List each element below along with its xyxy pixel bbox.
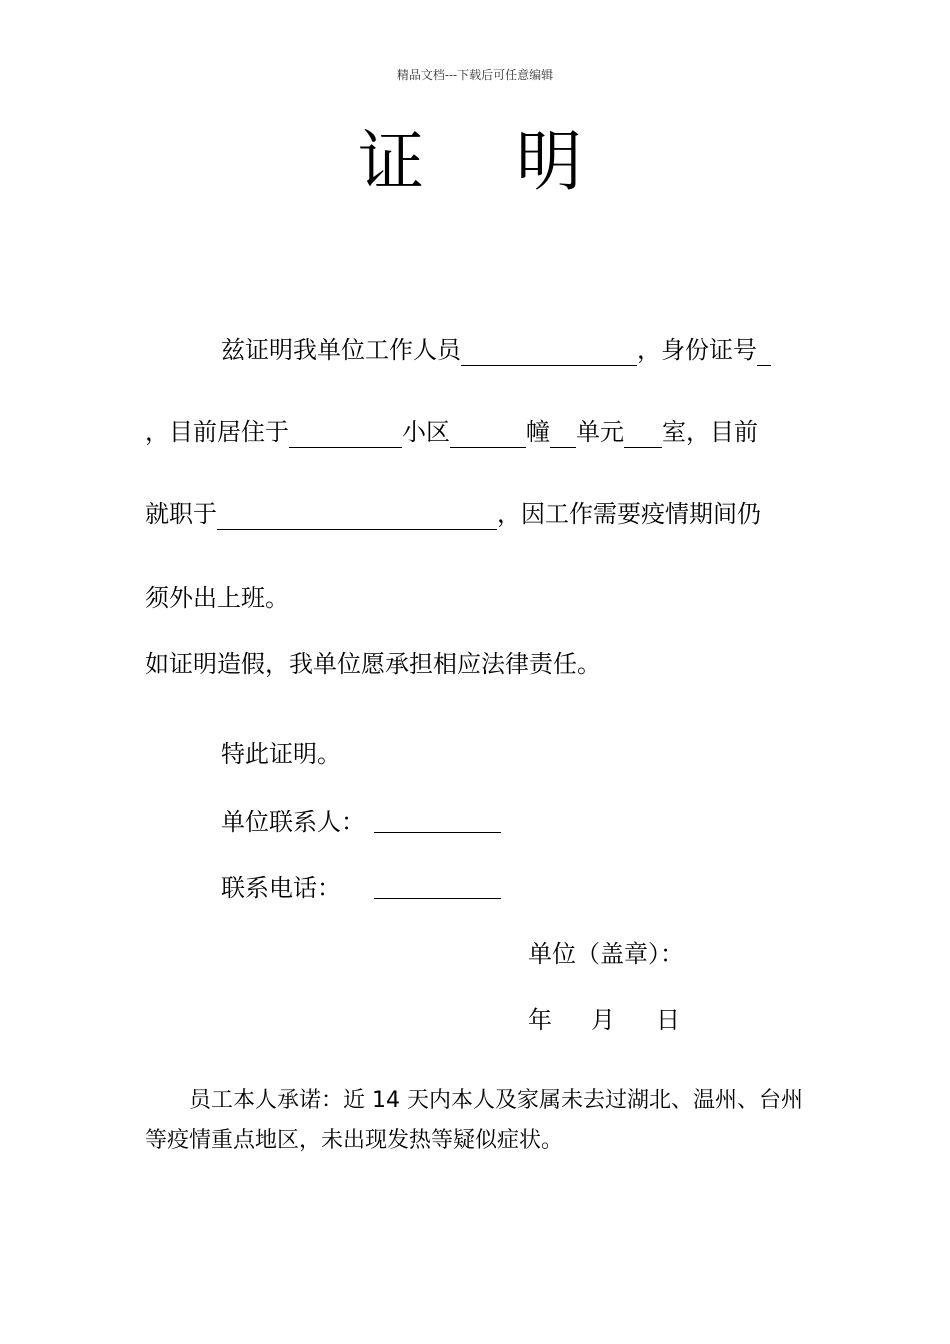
- paragraph-line-2: [145, 416, 758, 448]
- page-header-watermark: 精品文档---下载后可任意编辑: [396, 68, 554, 82]
- hereby-certify: 特此证明。: [221, 740, 341, 768]
- date-year-label: 年: [528, 1006, 552, 1034]
- document-title: 证明: [358, 123, 674, 200]
- contact-phone-blank[interactable]: [374, 898, 501, 899]
- contact-phone-label: 联系电话：: [221, 874, 341, 902]
- line2-unit: 单元: [576, 418, 624, 446]
- date-month-label: 月: [591, 1006, 615, 1034]
- line2-prefix: ，目前居住于: [145, 418, 289, 446]
- line3-suffix: ，因工作需要疫情期间仍: [497, 500, 761, 528]
- paragraph-line-3: [145, 498, 761, 530]
- room-blank[interactable]: [624, 421, 662, 448]
- date-day-label: 日: [656, 1006, 680, 1034]
- contact-person-label: 单位联系人：: [221, 808, 365, 836]
- employee-name-blank[interactable]: [461, 339, 637, 366]
- guarantee-statement: 如证明造假，我单位愿承担相应法律责任。: [145, 650, 601, 678]
- line2-community: 小区: [402, 418, 450, 446]
- building-blank[interactable]: [450, 421, 526, 448]
- pledge-line-2: 等疫情重点地区，未出现发热等疑似症状。: [145, 1128, 564, 1153]
- line2-building: 幢: [526, 418, 550, 446]
- employer-blank[interactable]: [217, 503, 497, 530]
- pledge-line-1: 员工本人承诺：近 14 天内本人及家属未去过湖北、温州、台州: [189, 1088, 803, 1113]
- paragraph-line-1: [221, 334, 771, 366]
- line2-room: 室，目前: [662, 418, 758, 446]
- line1-prefix: 兹证明我单位工作人员: [221, 336, 461, 364]
- unit-blank[interactable]: [550, 421, 576, 448]
- line1-mid: ，身份证号: [637, 336, 757, 364]
- contact-person-blank[interactable]: [374, 832, 501, 833]
- line3-prefix: 就职于: [145, 500, 217, 528]
- paragraph-line-4: 须外出上班。: [145, 584, 289, 612]
- unit-seal-label: 单位（盖章）：: [528, 940, 684, 968]
- id-number-blank[interactable]: [757, 339, 771, 366]
- residence-blank[interactable]: [289, 421, 402, 448]
